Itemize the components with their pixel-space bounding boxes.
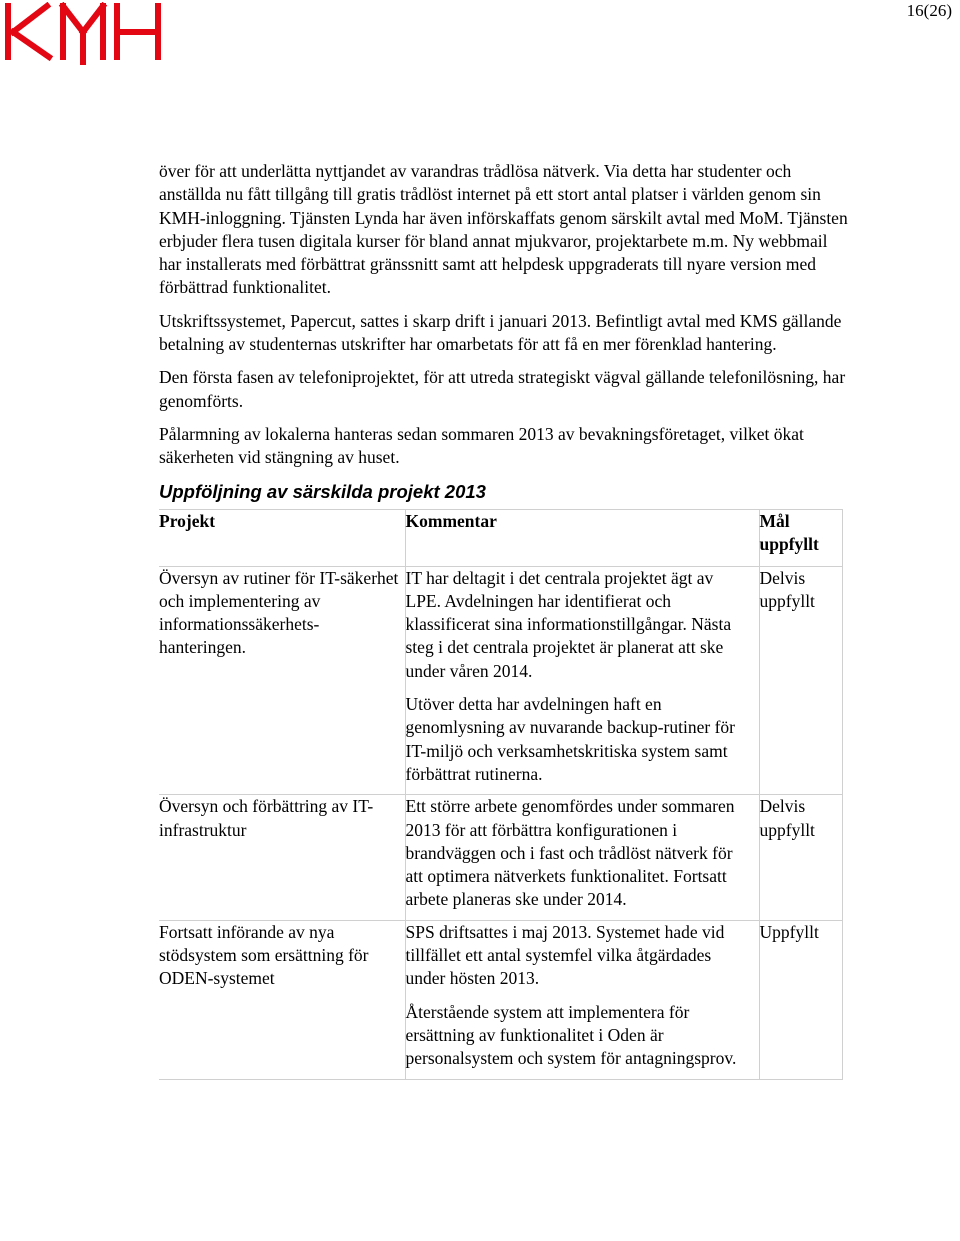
paragraph-alarm: Pålarmning av lokalerna hanteras sedan sommaren 2013 av bevakningsföretaget, vilket ökat säkerheten vid stängning av huset. [159,423,804,468]
header-goal: Mål uppfyllt [759,509,842,566]
comment-cell [405,566,759,795]
project-cell: Fortsatt införande av nya stödsystem som ersättning för ODEN-systemet [159,920,405,1079]
goal-cell: Delvis uppfyllt [759,566,842,795]
paragraph-telephony: Den första fasen av telefoniprojektet, för att utreda strategiskt vägval gällande telefonilösning, har genomförts. [159,367,846,411]
table-row [159,795,842,920]
comment-paragraph: Återstående system att implementera för ersättning av funktionalitet i Oden är personalsystem och system för antagningsprov. [405,1001,737,1069]
document-body [159,160,849,1080]
header-comment: Kommentar [405,509,759,566]
goal-cell: Uppfyllt [759,920,842,1079]
comment-cell [405,795,759,920]
kmh-logo [3,2,163,65]
comment-paragraph: Utöver detta har avdelningen haft en genomlysning av nuvarande backup-rutiner för IT-miljö och verksamhetskritiska system samt förbättrat rutinerna. [405,694,735,784]
goal-cell: Delvis uppfyllt [759,795,842,920]
project-cell: Översyn och förbättring av IT-infrastruktur [159,795,405,920]
table-row [159,566,842,795]
page-number: 16(26) [906,1,952,20]
comment-paragraph: Ett större arbete genomfördes under sommaren 2013 för att förbättra konfigurationen i brandväggen och i fast och trådlöst nätverk för att optimera nätverkets funktionalitet. Fortsatt arbete planeras ske under 2014. [405,796,735,910]
header-project: Projekt [159,509,405,566]
comment-paragraph: IT har deltagit i det centrala projektet ägt av LPE. Avdelningen har identifierat och klassificerat sina informationstillgångar. Nästa steg i det centrala projektet är planerat att ske under våren 2014. [405,567,732,681]
paragraph-printing: Utskriftssystemet, Papercut, sattes i skarp drift i januari 2013. Befintligt avtal med KMS gällande betalning av studenternas utskrifter har omarbetats för att få en mer förenklad hantering. [159,310,842,355]
kmh-logo-graphic [3,2,163,65]
paragraph-wireless: över för att underlätta nyttjandet av varandras trådlösa nätverk. Via detta har studenter och anställda nu fått tillgång till gratis trådlöst internet på ett stort antal platser i världen genom sin KMH-inloggning. Tjänsten Lynda har även införskaffats genom särskilt avtal med MoM. Tjänsten erbjuder flera tusen digitala kurser för bland annat mjukvaror, projektarbete m.m. Ny webbmail har installerats med förbättrat gränssnitt samt att helpdesk uppgraderats till nyare version med förbättrad funktionalitet. [159,161,848,298]
section-heading: Uppföljning av särskilda projekt 2013 [159,480,486,502]
table-row [159,920,842,1079]
comment-cell [405,920,759,1079]
comment-paragraph: SPS driftsattes i maj 2013. Systemet hade vid tillfället ett antal systemfel vilka åtgärdades under hösten 2013. [405,921,725,989]
table-header-row [159,509,842,566]
projects-table [159,509,843,1080]
project-cell: Översyn av rutiner för IT-säkerhet och implementering av informationssäkerhets-hanteringen. [159,566,405,795]
